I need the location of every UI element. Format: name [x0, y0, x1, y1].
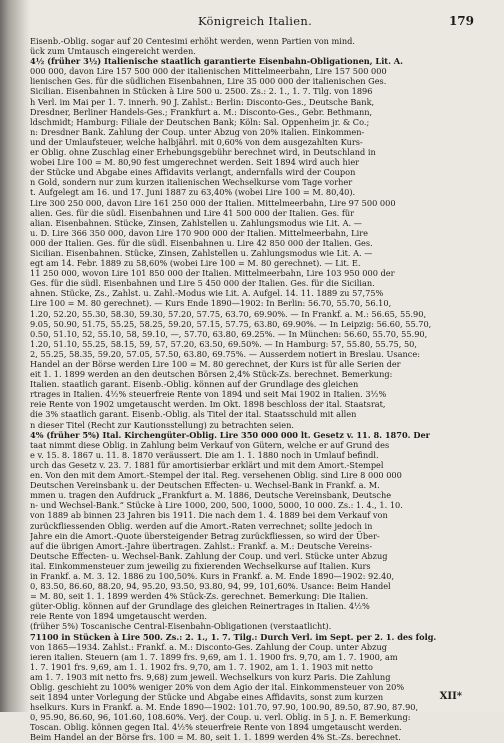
text-line: eit 1. 1. 1899 werden an den deutschen Börsen 2,4% Stück-Zs. berechnet. Bemerkung:	[30, 369, 393, 380]
text-line: Sicilian. Eisenbahnen. Stücke, Zinsen, Zahlstellen u. Zahlungsmodus wie Lit. A. —	[30, 247, 373, 258]
text-line: en. Von den mit dem Amort.-Stempel der ital. Reg. versehenen Oblig. sind Lire 8 000 000	[30, 470, 402, 481]
text-line: h Verl. im Mai per 1. 7. innerh. 90 J. Zahlst.: Berlin: Disconto-Ges., Deutsche Bank,	[30, 96, 375, 107]
text-line: der Stücke und Abgabe eines Affidavits verlangt, andernfalls wird der Coupon	[30, 167, 356, 178]
text-line: Dresdner, Berliner Handels-Ges.; Frankfurt a. M.: Disconto-Ges., Gebr. Bethmann,	[30, 106, 373, 117]
text-line: 9.05, 50.90, 51.75, 55.25, 58.25, 59.20, 57.15, 57.75, 63.80, 69.90%. — In Leipzig: 56.60, 55.70,	[30, 318, 432, 329]
text-line: alien. Ges. für die südl. Eisenbahnen und Lire 41 500 000 der Italien. Ges. für	[30, 207, 355, 218]
text-line: 1.20, 52.20, 55.30, 58.30, 59.30, 57.20, 57.75, 63.70, 69.90%. — In Frankf. a. M.: 56.65, 55.90,	[30, 308, 427, 319]
text-line: e v. 15. 8. 1867 u. 11. 8. 1870 veräussert. Die am 1. 1. 1880 noch in Umlauf befindl.	[30, 449, 379, 460]
text-line: hselkurs. Kurs in Frankf. a. M. Ende 1890—1902: 101.70, 97.90, 100.90, 89.50, 87.90, 87.90,	[30, 702, 419, 713]
text-line: rtrages in Italien. 4½% steuerfreie Rente von 1894 und seit Mai 1902 in Italien. 3½%	[30, 389, 387, 400]
text-line: Eisenb.-Oblig. sogar auf 20 Centesimi erhöht werden, wenn Partien von mind.	[30, 36, 356, 46]
text-line: Ges. für die südl. Eisenbahnen und Lire 5 450 000 der Italien. Ges. für die Sicilian.	[30, 278, 375, 289]
text-line: Toscan. Oblig. können gegen Ital. 4½% steuerfreie Rente von 1894 umgetauscht werden.	[30, 722, 402, 733]
text-line: von 1865—1934. Zahlst.: Frankf. a. M.: Disconto-Ges. Zahlung der Coup. unter Abzug	[30, 641, 387, 652]
page-number: 179	[448, 14, 474, 28]
text-line: n: Dresdner Bank. Zahlung der Coup. unter Abzug von 20% italien. Einkommen-	[30, 126, 365, 137]
text-line: ieren italien. Steuern (am 1. 7. 1899 frs. 9,69, am 1. 1. 1900 frs. 9,70, am 1. 7. 1900, am	[30, 651, 398, 662]
text-line: Sicilian. Eisenbahnen in Stücken à Lire 500 u. 2500. Zs.: 2. 1., 1. 7. Tilg. von 1896	[30, 86, 373, 97]
running-title: Königreich Italien.	[197, 14, 313, 28]
text-line: urch das Gesetz v. 23. 7. 1881 für amortisierbar erklärt und mit dem Amort.-Stempel	[30, 459, 384, 470]
text-line: egt am 14. Febr. 1889 zu 58,60% (wobei Lire 100 = M. 80 gerechnet). — Lit. E.	[30, 258, 361, 269]
section-heading-line: 4% (früher 5%) Ital. Kirchengüter-Oblig. Lire 350 000 000 lt. Gesetz v. 11. 8. 1870. Der	[30, 429, 430, 440]
signature-mark: XII*	[439, 691, 462, 702]
text-line: und der Umlaufsteuer, welche halbjährl. mit 0,60% von dem ausgezahlten Kurs-	[30, 136, 363, 147]
text-line: 000 der Italien. Ges. für die südl. Eisenbahnen u. Lire 42 850 000 der Italien. Ges.	[30, 237, 373, 248]
text-line: 1.20, 51.10, 55.25, 58.15, 59, 57, 57.20, 63.50, 69.50%. — In Hamburg: 57, 55.80, 55.75, 50,	[30, 338, 417, 349]
text-line: n dieser Titel (Recht zur Kautionsstellung) zu betrachten seien.	[30, 419, 294, 430]
text-line: ldschmidt; Hamburg: Filiale der Deutschen Bank; Köln: Sal. Oppenheim jr. & Co.;	[30, 116, 370, 127]
text-line: reie Rente von 1902 umgetauscht werden. Im Okt. 1898 beschloss der ital. Staatsrat,	[30, 399, 386, 410]
text-line: = M. 80, seit 1. 1. 1899 werden 4% Stück-Zs. gerechnet. Bemerkung: Die Italien.	[30, 591, 369, 602]
text-line: zurückfliessenden Oblig. werden auf die Amort.-Raten verrechnet; sollte jedoch in	[30, 520, 373, 531]
text-line: t. Aufgelegt am 16. und 17. Juni 1887 zu 63,40% (wobei Lire 100 = M. 80,40).	[30, 187, 356, 198]
text-line: (früher 5%) Toscanische Central-Eisenbahn-Obligationen (verstaatlicht).	[30, 621, 332, 632]
text-line: 1. 7. 1901 frs. 9,69, am 1. 1. 1902 frs. 9,70, am 1. 7. 1902, am 1. 1. 1903 mit netto	[30, 661, 373, 672]
page-header	[36, 14, 474, 30]
section-heading-line: 4½ (früher 3½) Italienische staatlich garantierte Eisenbahn-Obligationen, Lit. A.	[30, 56, 403, 67]
text-line: n- und Wechsel-Bank.“ Stücke à Lire 1000, 200, 500, 1000, 5000, 10 000. Zs.: 1. 4., 1. 10.	[30, 500, 403, 511]
text-line: 0, 83.50, 86.60, 88.20, 94, 95.20, 93.50, 93.80, 94, 99, 101,60%. Usance: Beim Handel	[30, 581, 391, 592]
text-line: wobei Lire 100 = M. 80,90 fest umgerechnet werden. Seit 1894 wird auch hier	[30, 157, 360, 168]
text-line: seit 1894 unter Vorlegung der Stücke und Abgabe eines Affidavits, sonst zum kurzen	[30, 692, 384, 703]
text-line: die 3% staatlich garant. Eisenb.-Oblig. als Titel der ital. Staatsschuld mit allen	[30, 409, 357, 420]
text-line: ück zum Umtausch eingereicht werden.	[30, 46, 196, 57]
text-line: 0, 95.90, 86.60, 96, 101.60, 108.60%. Verj. der Coup. u. verl. Oblig. in 5 J. n. F. Bemerkung:	[30, 712, 411, 723]
text-line: Lire 100 = M. 80 gerechnet). — Kurs Ende 1890—1902: In Berlin: 56.70, 55.70, 56.10,	[30, 298, 392, 309]
text-line: taat nimmt diese Oblig. in Zahlung beim Verkauf von Gütern, welche er auf Grund des	[30, 439, 390, 450]
text-line: ahnen. Stücke, Zs., Zahlst. u. Zahl.-Modus wie Lit. A. Aufgel. 14. 11. 1889 zu 57,75%	[30, 288, 384, 299]
text-line: 2, 55.25, 58.35, 59.20, 57.05, 57.50, 63.80, 69.75%. — Ausserdem notiert in Breslau. Usance:	[30, 348, 420, 359]
text-line: güter-Oblig. können auf der Grundlage des gleichen Reinertrages in Italien. 4½%	[30, 601, 370, 612]
text-line: u. D. Lire 366 350 000, davon Lire 170 900 000 der Italien. Mittelmeerbahn, Lire	[30, 227, 368, 238]
text-line: ital. Einkommensteuer zum jeweilig zu fixierenden Wechselkurse auf Italien. Kurs	[30, 560, 371, 571]
text-line: alian. Eisenbahnen. Stücke, Zinsen, Zahlstellen u. Zahlungsmodus wie Lit. A. —	[30, 217, 362, 228]
section-heading-line: 71100 in Stücken à Lire 500. Zs.: 2. 1., 1. 7. Tilg.: Durch Verl. im Sept. per 2. 1. des folg.	[30, 631, 437, 642]
text-line: reie Rente von 1894 umgetauscht werden.	[30, 611, 207, 622]
text-line: er Oblig. ohne Zuschlag einer Erhebungsgebühr berechnet wird, in Deutschland in	[30, 147, 376, 158]
text-line: am 1. 7. 1903 mit netto frs. 9,68) zum jeweil. Wechselkurs von kurz Paris. Die Zahlung	[30, 671, 391, 682]
text-line: Jahre ein die Amort.-Quote übersteigender Betrag zurückfliessen, so wird der Über-	[30, 530, 380, 541]
book-gutter-shadow	[0, 0, 30, 712]
text-line: Italien. staatlich garant. Eisenb.-Oblig. können auf der Grundlage des gleichen	[30, 379, 359, 390]
text-line: 000 000, davon Lire 157 500 000 der italienischen Mittelmeerbahn, Lire 157 500 000	[30, 66, 387, 77]
text-line: Beim Handel an der Börse frs. 100 = M. 80, seit 1. 1. 1899 werden 4% St.-Zs. berechnet.	[30, 732, 401, 743]
text-line: mmen u. tragen den Aufdruck „Frankfurt a. M. 1886, Deutsche Vereinsbank, Deutsche	[30, 490, 392, 501]
text-line: n Gold, sondern nur zum kurzen italienischen Wechselkurse vom Tage vorher	[30, 177, 353, 188]
text-line: lienischen Ges. für die südlichen Eisenbahnen, Lire 35 000 000 der italienischen Ges.	[30, 76, 387, 87]
text-line: 0.50, 51.10, 52, 55.10, 58, 59.10, —, 57.70, 63.80, 69.25%. — In München: 56.60, 55.70, 55.90,	[30, 328, 428, 339]
text-line: Lire 300 250 000, davon Lire 161 250 000 der Italien. Mittelmeerbahn, Lire 97 500 000	[30, 197, 396, 208]
text-line: Deutschen Vereinsbank u. der Deutschen Effecten- u. Wechsel-Bank in Frankf. a. M.	[30, 480, 380, 491]
text-line: Handel an der Börse werden Lire 100 = M. 80 gerechnet, der Kurs ist für alle Serien der	[30, 359, 401, 369]
text-line: in Frankf. a. M. 3. 12. 1886 zu 100,50%. Kurs in Frankf. a. M. Ende 1890—1902: 92.40,	[30, 570, 395, 581]
text-line: 11 250 000, wovon Lire 101 850 000 der Italien. Mittelmeerbahn, Lire 103 950 000 der	[30, 268, 395, 279]
text-line: auf die übrigen Amort.-Jahre übertragen. Zahlst.: Frankf. a. M.: Deutsche Vereins-	[30, 540, 373, 551]
body-text	[30, 36, 482, 743]
text-line: Deutsche Effecten- u. Wechsel-Bank. Zahlung der Coup. und verl. Stücke unter Abzug	[30, 550, 388, 561]
text-line: von 1889 ab binnen 23 Jahren bis 1911. Die nach dem 1. 4. 1889 bei dem Verkauf von	[30, 510, 388, 521]
text-line: Oblig. geschieht zu 100% weniger 20% von dem Agio der ital. Einkommensteuer von 20%	[30, 682, 405, 692]
